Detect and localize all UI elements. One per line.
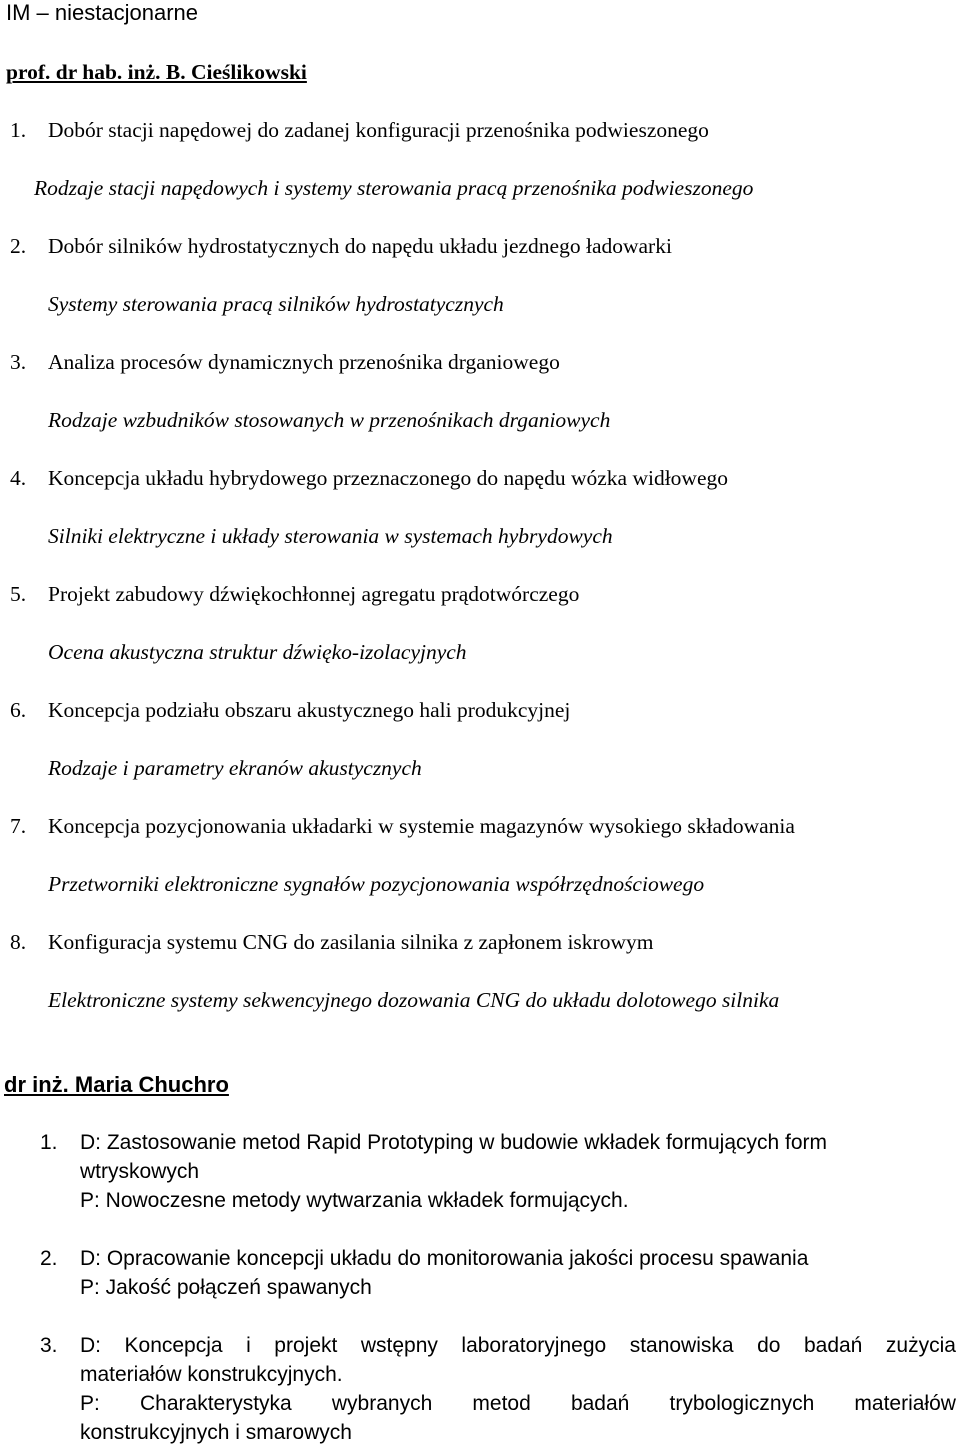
topic-subtitle: Elektroniczne systemy sekwencyjnego dozowania CNG do układu dolotowego silnika — [48, 988, 780, 1012]
word: Charakterystyka — [140, 1392, 292, 1415]
word: wstępny — [360, 1334, 438, 1357]
word: laboratoryjnego — [461, 1334, 607, 1357]
item-number: 1. — [40, 1131, 58, 1154]
topic-number: 8. — [10, 930, 27, 954]
topic-title: Konfiguracja systemu CNG do zasilania silnika z zapłonem iskrowym — [48, 930, 654, 954]
word: P: — [80, 1392, 100, 1415]
item-problem-line: P: Nowoczesne metody wytwarzania wkładek formujących. — [80, 1189, 629, 1212]
topic-subtitle: Przetworniki elektroniczne sygnałów pozycjonowania współrzędnościowego — [48, 872, 705, 896]
word: i — [246, 1334, 251, 1357]
topic-subtitle: Systemy sterowania pracą silników hydrostatycznych — [48, 292, 504, 316]
topic-number: 6. — [10, 698, 27, 722]
topic-title: Projekt zabudowy dźwiękochłonnej agregatu prądotwórczego — [48, 582, 580, 606]
word: zużycia — [885, 1334, 956, 1357]
topic-subtitle: Rodzaje wzbudników stosowanych w przenośnikach drganiowych — [48, 408, 611, 432]
item-topic-line: D: Zastosowanie metod Rapid Prototyping w budowie wkładek formujących form — [80, 1131, 828, 1154]
topic-subtitle: Rodzaje i parametry ekranów akustycznych — [48, 756, 422, 780]
topic-number: 5. — [10, 582, 27, 606]
author-heading-2: dr inż. Maria Chuchro — [4, 1072, 229, 1097]
item-number: 3. — [40, 1334, 58, 1357]
topic-subtitle: Rodzaje stacji napędowych i systemy sterowania pracą przenośnika podwieszonego — [34, 176, 754, 200]
topic-subtitle: Silniki elektryczne i układy sterowania w systemach hybrydowych — [48, 524, 613, 548]
topic-title: Analiza procesów dynamicznych przenośnika drganiowego — [48, 350, 560, 374]
word: trybologicznych — [669, 1392, 815, 1415]
topic-title: Dobór stacji napędowej do zadanej konfiguracji przenośnika podwieszonego — [48, 118, 709, 142]
topic-title: Dobór silników hydrostatycznych do napędu układu jezdnego ładowarki — [48, 234, 672, 258]
page-header: IM – niestacjonarne — [6, 0, 198, 25]
word: Koncepcja — [124, 1334, 223, 1357]
word: stanowiska — [629, 1334, 734, 1357]
topic-subtitle: Ocena akustyczna struktur dźwięko-izolacyjnych — [48, 640, 467, 664]
author-heading-1: prof. dr hab. inż. B. Cieślikowski — [6, 60, 307, 84]
word: do — [757, 1334, 781, 1357]
topic-number: 4. — [10, 466, 27, 490]
topic-title: Koncepcja układu hybrydowego przeznaczonego do napędu wózka widłowego — [48, 466, 728, 490]
topic-title: Koncepcja pozycjonowania układarki w systemie magazynów wysokiego składowania — [48, 814, 795, 838]
topic-number: 3. — [10, 350, 27, 374]
word: metod — [472, 1392, 531, 1415]
item-topic-line: materiałów konstrukcyjnych. — [80, 1363, 343, 1386]
topic-number: 1. — [10, 118, 27, 142]
item-number: 2. — [40, 1247, 58, 1270]
topic-title: Koncepcja podziału obszaru akustycznego hali produkcyjnej — [48, 698, 571, 722]
word: D: — [80, 1334, 101, 1357]
item-problem-line: konstrukcyjnych i smarowych — [80, 1421, 352, 1444]
item-topic-line — [80, 1332, 956, 1360]
topic-number: 2. — [10, 234, 27, 258]
word: projekt — [274, 1334, 338, 1357]
item-topic-line: wtryskowych — [80, 1160, 200, 1183]
word: badań — [803, 1334, 863, 1357]
word: wybranych — [331, 1392, 433, 1415]
item-problem-line: P: Jakość połączeń spawanych — [80, 1276, 372, 1299]
word: badań — [570, 1392, 630, 1415]
item-topic-line: D: Opracowanie koncepcji układu do monitorowania jakości procesu spawania — [80, 1247, 809, 1270]
item-problem-line — [80, 1390, 956, 1418]
word: materiałów — [854, 1392, 956, 1415]
topic-number: 7. — [10, 814, 27, 838]
